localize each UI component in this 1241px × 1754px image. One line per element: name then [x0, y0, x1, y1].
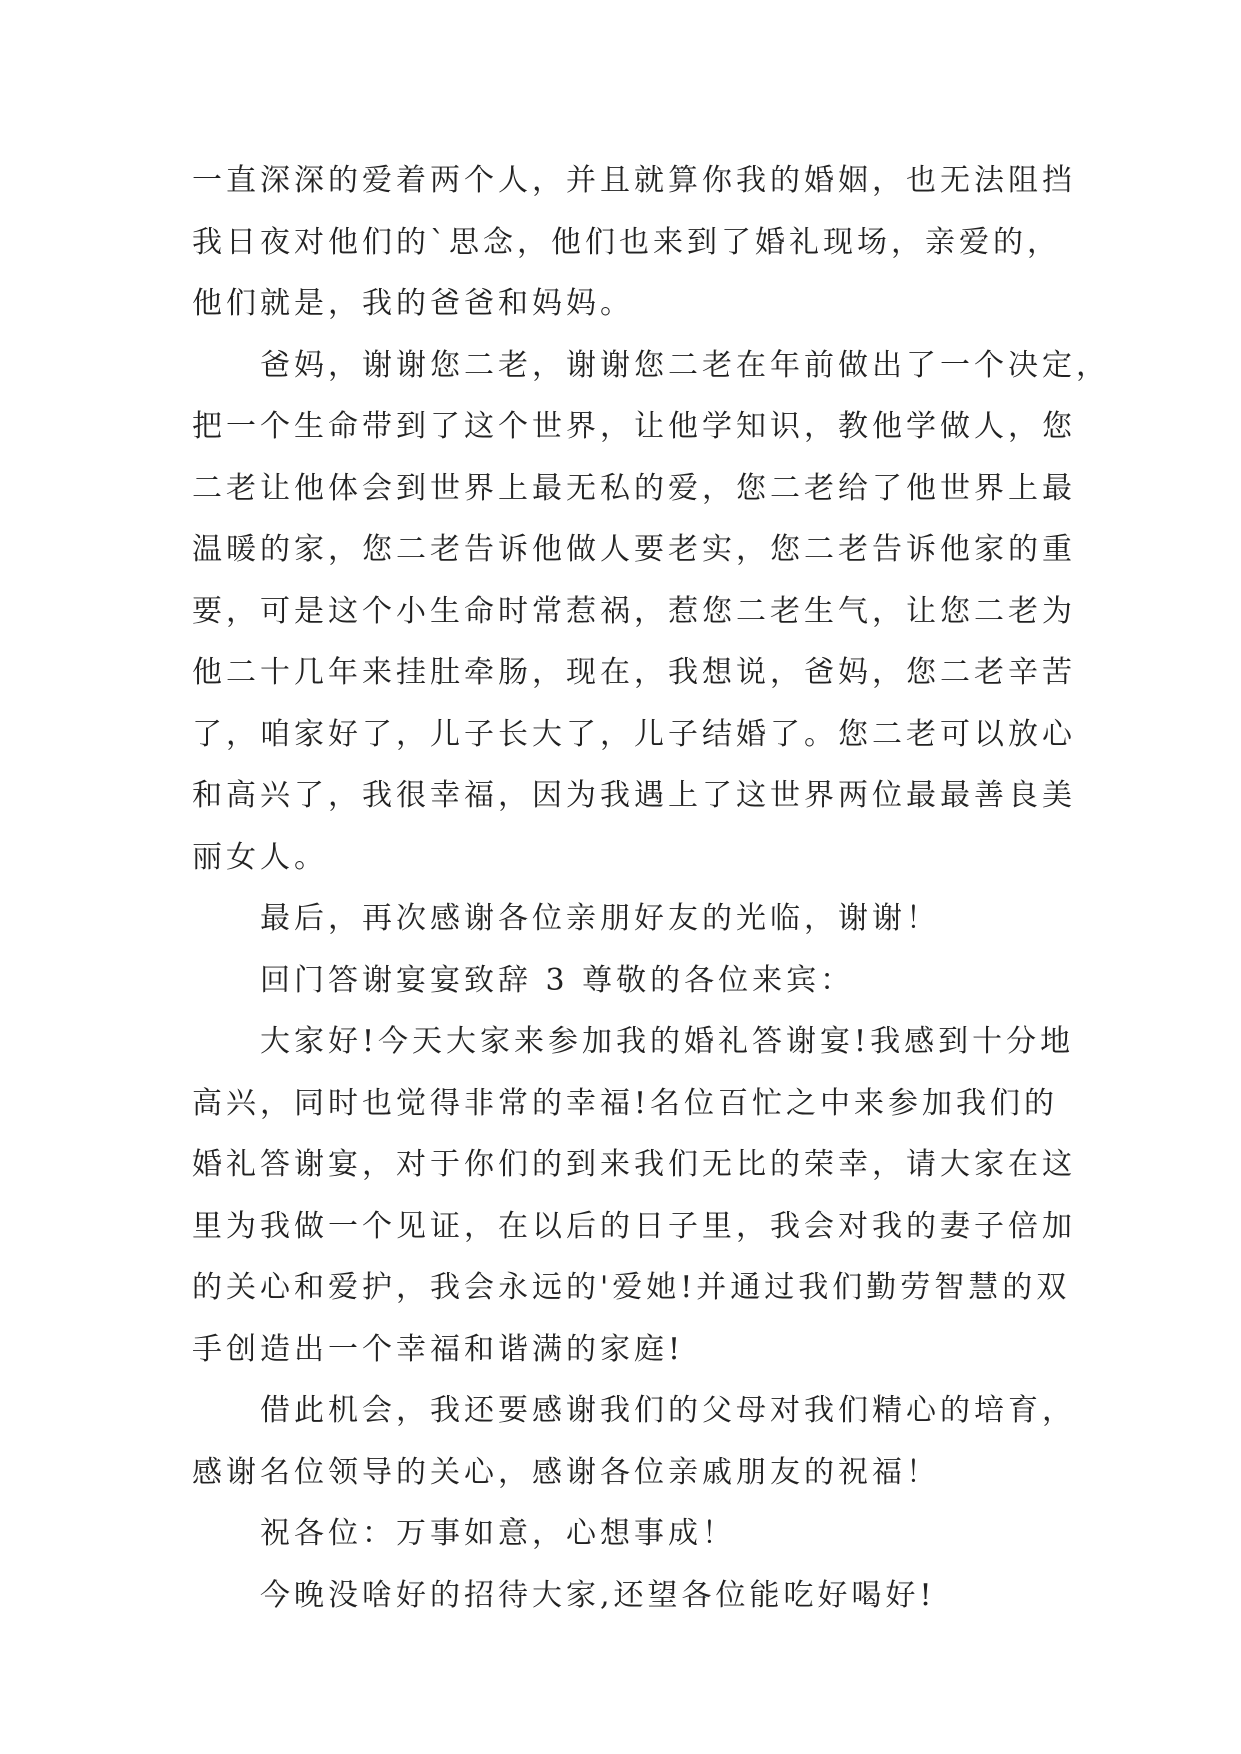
- text-line: 最后，再次感谢各位亲朋好友的光临，谢谢！: [260, 901, 940, 936]
- text-line: 他二十几年来挂肚牵肠，现在，我想说，爸妈，您二老辛苦: [192, 655, 1076, 690]
- text-line: 要，可是这个小生命时常惹祸，惹您二老生气，让您二老为: [192, 593, 1076, 629]
- text-line: 手创造出一个幸福和谐满的家庭!: [192, 1331, 685, 1367]
- text-line: 高兴，同时也觉得非常的幸福!名位百忙之中来参加我们的: [192, 1085, 1059, 1121]
- text-line: 大家好!今天大家来参加我的婚礼答谢宴!我感到十分地: [260, 1024, 1075, 1059]
- text-line: 我日夜对他们的`思念，他们也来到了婚礼现场，亲爱的，: [192, 224, 1061, 260]
- text-line: 借此机会，我还要感谢我们的父母对我们精心的培育，: [260, 1393, 1076, 1428]
- document-body: [192, 150, 1110, 1626]
- text-line: 里为我做一个见证，在以后的日子里，我会对我的妻子倍加: [192, 1208, 1076, 1244]
- text-line: 回门答谢宴宴致辞 3 尊敬的各位来宾：: [260, 962, 855, 998]
- text-line: 的关心和爱护，我会永远的'爱她!并通过我们勤劳智慧的双: [192, 1270, 1071, 1305]
- text-line: 把一个生命带到了这个世界，让他学知识，教他学做人，您: [192, 409, 1076, 444]
- text-line: 一直深深的爱着两个人，并且就算你我的婚姻，也无法阻挡: [192, 163, 1076, 198]
- text-line: 丽女人。: [192, 839, 328, 875]
- text-line: 婚礼答谢宴，对于你们的到来我们无比的荣幸，请大家在这: [192, 1147, 1076, 1182]
- text-line: 祝各位：万事如意，心想事成！: [260, 1516, 736, 1551]
- text-line: 感谢名位领导的关心，感谢各位亲戚朋友的祝福！: [192, 1454, 940, 1490]
- text-line: 温暖的家，您二老告诉他做人要老实，您二老告诉他家的重: [192, 532, 1076, 567]
- text-line: 他们就是，我的爸爸和妈妈。: [192, 286, 634, 321]
- text-line: 和高兴了，我很幸福，因为我遇上了这世界两位最最善良美: [192, 778, 1076, 813]
- text-line: 了，咱家好了，儿子长大了，儿子结婚了。您二老可以放心: [192, 716, 1076, 752]
- text-line: 今晚没啥好的招待大家,还望各位能吃好喝好!: [260, 1577, 936, 1613]
- text-line: 爸妈，谢谢您二老，谢谢您二老在年前做出了一个决定，: [260, 347, 1110, 383]
- text-line: 二老让他体会到世界上最无私的爱，您二老给了他世界上最: [192, 470, 1076, 506]
